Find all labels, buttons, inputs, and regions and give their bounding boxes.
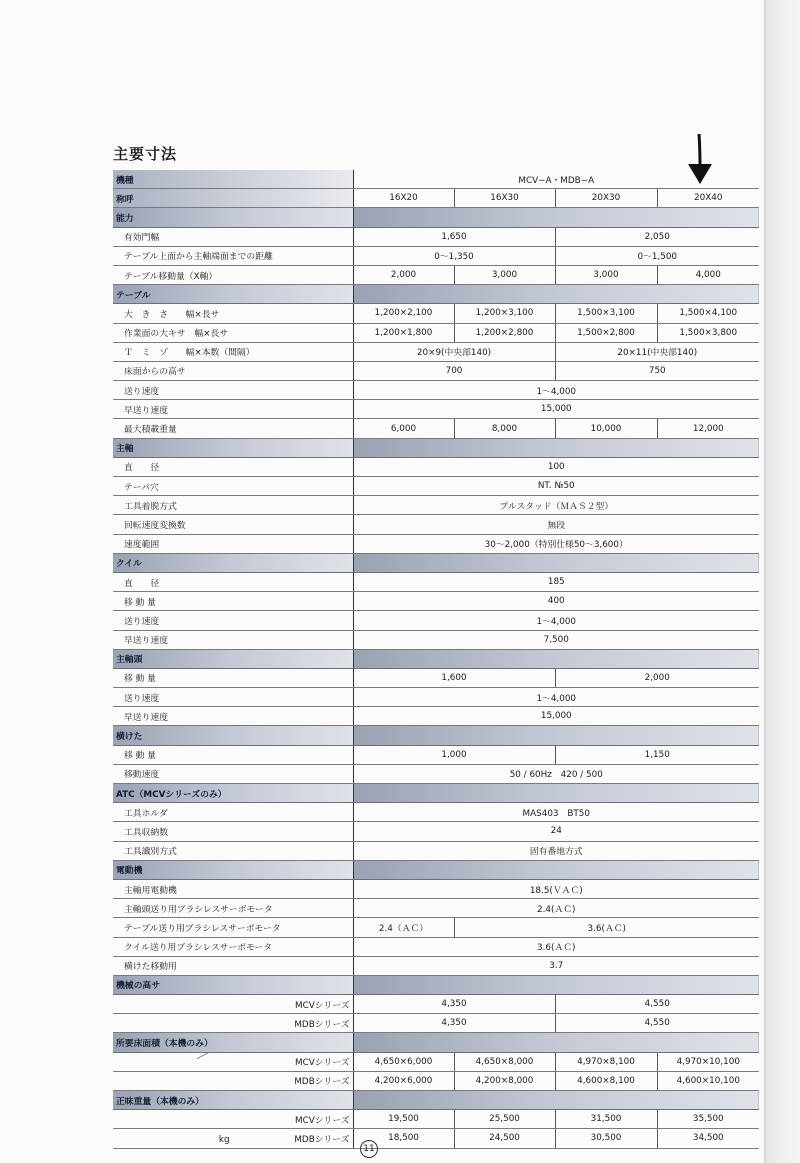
value-cell: 4,600×10,100 [657, 1071, 759, 1090]
table-row [113, 707, 759, 726]
section-title: 機械の高サ [113, 975, 353, 994]
value-cell: 1,200×2,100 [353, 304, 454, 323]
model-row [113, 170, 759, 189]
value-cell: 1,150 [555, 745, 759, 764]
value-cell: 1,500×3,100 [555, 304, 657, 323]
row-label: 直 径 [113, 572, 353, 591]
size-row [113, 189, 759, 208]
section-atc [113, 784, 759, 803]
row-label: 工具着脱方式 [113, 496, 353, 515]
size-cell: 20X40 [657, 189, 759, 208]
value-cell: 3.6(ＡＣ) [353, 937, 759, 956]
row-label: クイル送り用ブラシレスサーボモータ [113, 937, 353, 956]
row-label: 回転速度変換数 [113, 515, 353, 534]
row-label: 移 動 量 [113, 592, 353, 611]
value-cell: 1,200×2,800 [454, 323, 555, 342]
value-cell: 30〜2,000（特別仕様50〜3,600） [353, 534, 759, 553]
table-row [113, 496, 759, 515]
value-cell: 4,600×8,100 [555, 1071, 657, 1090]
section-capacity [113, 208, 759, 227]
row-label: 主軸用電動機 [113, 879, 353, 898]
series-label [113, 1129, 353, 1148]
value-cell: 20×11(中央部140) [555, 342, 759, 361]
spec-table [113, 170, 759, 1149]
value-cell: 4,550 [555, 995, 759, 1014]
section-weight [113, 1091, 759, 1110]
value-cell: 25,500 [454, 1110, 555, 1129]
table-row [113, 1110, 759, 1129]
row-label: テーブル送り用ブラシレスサーボモータ [113, 918, 353, 937]
value-cell: 1,000 [353, 745, 555, 764]
row-label: テーパ穴 [113, 477, 353, 496]
section-motors [113, 860, 759, 879]
value-cell: 50 / 60Hz 420 / 500 [353, 764, 759, 783]
table-row [113, 534, 759, 553]
value-cell: 750 [555, 361, 759, 380]
value-cell: 1〜4,000 [353, 381, 759, 400]
series-label: MCVシリーズ [113, 995, 353, 1014]
section-title: 電動機 [113, 860, 353, 879]
table-row [113, 630, 759, 649]
section-title: 所要床面積（本機のみ） [113, 1033, 353, 1052]
value-cell: 1,200×3,100 [454, 304, 555, 323]
value-cell: 100 [353, 457, 759, 476]
table-row [113, 477, 759, 496]
series-label: MCVシリーズ [113, 1052, 353, 1071]
series-label: MDBシリーズ [113, 1014, 353, 1033]
section-spindle [113, 438, 759, 457]
section-height [113, 975, 759, 994]
value-cell: 30,500 [555, 1129, 657, 1148]
table-row [113, 611, 759, 630]
value-cell: 12,000 [657, 419, 759, 438]
section-title: テーブル [113, 285, 353, 304]
model-label: 機種 [113, 170, 353, 189]
section-title: 横けた [113, 726, 353, 745]
value-cell: 1〜4,000 [353, 688, 759, 707]
value-cell: 6,000 [353, 419, 454, 438]
size-cell: 20X30 [555, 189, 657, 208]
row-label: 作業面の大キサ 幅×長サ [113, 323, 353, 342]
page-title: 主要寸法 [113, 145, 178, 163]
value-cell: 2,000 [555, 668, 759, 687]
row-label: 移 動 量 [113, 668, 353, 687]
table-row [113, 668, 759, 687]
table-row [113, 246, 759, 265]
section-title: 能力 [113, 208, 353, 227]
value-cell: 4,650×6,000 [353, 1052, 454, 1071]
value-cell: 1,500×3,800 [657, 323, 759, 342]
row-label: Ｔ ミ ゾ 幅×本数（間隔） [113, 342, 353, 361]
row-label: 送り速度 [113, 688, 353, 707]
model-value: MCV−A・MDB−A [353, 170, 759, 189]
section-table [113, 285, 759, 304]
size-cell: 16X20 [353, 189, 454, 208]
section-title: 正味重量（本機のみ） [113, 1091, 353, 1110]
table-row [113, 265, 759, 284]
table-row [113, 227, 759, 246]
value-cell: 4,650×8,000 [454, 1052, 555, 1071]
row-label: 送り速度 [113, 381, 353, 400]
row-label: 移動速度 [113, 764, 353, 783]
row-label: 工具収納数 [113, 822, 353, 841]
value-cell: 固有番地方式 [353, 841, 759, 860]
row-label: 直 径 [113, 457, 353, 476]
size-label: 称呼 [113, 189, 353, 208]
value-cell: 19,500 [353, 1110, 454, 1129]
section-title: クイル [113, 553, 353, 572]
row-label: 床面からの高サ [113, 361, 353, 380]
value-cell: 3,000 [555, 265, 657, 284]
value-cell: 3.6(ＡＣ) [454, 918, 759, 937]
table-row [113, 457, 759, 476]
value-cell: 15,000 [353, 400, 759, 419]
row-label: テーブル上面から主軸端面までの距離 [113, 246, 353, 265]
row-label: 早送り速度 [113, 707, 353, 726]
table-row [113, 304, 759, 323]
value-cell: 2.4(ＡＣ) [353, 899, 759, 918]
table-row [113, 1129, 759, 1148]
value-cell: 4,200×6,000 [353, 1071, 454, 1090]
value-cell: 4,350 [353, 995, 555, 1014]
section-title: 主軸頭 [113, 649, 353, 668]
table-row [113, 745, 759, 764]
value-cell: 185 [353, 572, 759, 591]
table-row [113, 995, 759, 1014]
row-label: 工具ホルダ [113, 803, 353, 822]
table-row [113, 592, 759, 611]
row-label: 早送り速度 [113, 400, 353, 419]
table-row [113, 381, 759, 400]
value-cell: 2,050 [555, 227, 759, 246]
section-title: ATC（MCVシリーズのみ） [113, 784, 353, 803]
value-cell: 1,200×1,800 [353, 323, 454, 342]
value-cell: 24 [353, 822, 759, 841]
section-floor [113, 1033, 759, 1052]
value-cell: 3.7 [353, 956, 759, 975]
row-label: 主軸頭送り用ブラシレスサーボモータ [113, 899, 353, 918]
row-label: テーブル移動量（X軸） [113, 265, 353, 284]
value-cell: 4,200×8,000 [454, 1071, 555, 1090]
value-cell: 24,500 [454, 1129, 555, 1148]
section-headstock [113, 649, 759, 668]
value-cell: 1〜4,000 [353, 611, 759, 630]
value-cell: 400 [353, 592, 759, 611]
table-row [113, 822, 759, 841]
series-label: MCVシリーズ [113, 1110, 353, 1129]
table-row [113, 956, 759, 975]
value-cell: 4,550 [555, 1014, 759, 1033]
value-cell: 18,500 [353, 1129, 454, 1148]
table-row [113, 918, 759, 937]
value-cell: 1,500×2,800 [555, 323, 657, 342]
row-label: 移 動 量 [113, 745, 353, 764]
value-cell: 0〜1,350 [353, 246, 555, 265]
value-cell: 4,000 [657, 265, 759, 284]
value-cell: 8,000 [454, 419, 555, 438]
value-cell: 2.4（ＡＣ） [353, 918, 454, 937]
value-cell: 4,350 [353, 1014, 555, 1033]
value-cell: 1,650 [353, 227, 555, 246]
value-cell: 3,000 [454, 265, 555, 284]
row-label: 工具識別方式 [113, 841, 353, 860]
table-row [113, 688, 759, 707]
value-cell: 15,000 [353, 707, 759, 726]
value-cell: 2,000 [353, 265, 454, 284]
value-cell: 35,500 [657, 1110, 759, 1129]
section-title: 主軸 [113, 438, 353, 457]
table-row [113, 1071, 759, 1090]
section-quill [113, 553, 759, 572]
value-cell: プルスタッド（ＭＡＳ２型） [353, 496, 759, 515]
table-row [113, 400, 759, 419]
value-cell: 4,970×10,100 [657, 1052, 759, 1071]
page-number: 11 [360, 1140, 378, 1158]
value-cell: 10,000 [555, 419, 657, 438]
value-cell: 34,500 [657, 1129, 759, 1148]
table-row [113, 764, 759, 783]
weight-unit: kg [218, 1134, 230, 1145]
table-row [113, 1014, 759, 1033]
row-label: 送り速度 [113, 611, 353, 630]
value-cell: MAS403 BT50 [353, 803, 759, 822]
series-label: MDBシリーズ [113, 1071, 353, 1090]
table-row [113, 937, 759, 956]
row-label: 横けた移動用 [113, 956, 353, 975]
row-label: 有効門幅 [113, 227, 353, 246]
value-cell: 700 [353, 361, 555, 380]
value-cell: 20×9(中央部140) [353, 342, 555, 361]
table-row [113, 323, 759, 342]
value-cell: 0〜1,500 [555, 246, 759, 265]
row-label: 最大積載重量 [113, 419, 353, 438]
value-cell: 7,500 [353, 630, 759, 649]
value-cell: 1,600 [353, 668, 555, 687]
value-cell: 31,500 [555, 1110, 657, 1129]
table-row [113, 572, 759, 591]
row-label: 速度範囲 [113, 534, 353, 553]
size-cell: 16X30 [454, 189, 555, 208]
series-name: MDBシリーズ [294, 1134, 350, 1145]
table-row [113, 879, 759, 898]
page-shadow [766, 0, 800, 1163]
value-cell: 1,500×4,100 [657, 304, 759, 323]
table-row [113, 342, 759, 361]
table-row [113, 803, 759, 822]
table-row [113, 419, 759, 438]
row-label: 早送り速度 [113, 630, 353, 649]
value-cell: 無段 [353, 515, 759, 534]
table-row [113, 1052, 759, 1071]
table-row [113, 515, 759, 534]
value-cell: 4,970×8,100 [555, 1052, 657, 1071]
row-label: 大 き さ 幅×長サ [113, 304, 353, 323]
value-cell: NT. №50 [353, 477, 759, 496]
value-cell: 18.5(ＶＡＣ) [353, 879, 759, 898]
table-row [113, 899, 759, 918]
section-crossrail [113, 726, 759, 745]
table-row [113, 361, 759, 380]
table-row [113, 841, 759, 860]
